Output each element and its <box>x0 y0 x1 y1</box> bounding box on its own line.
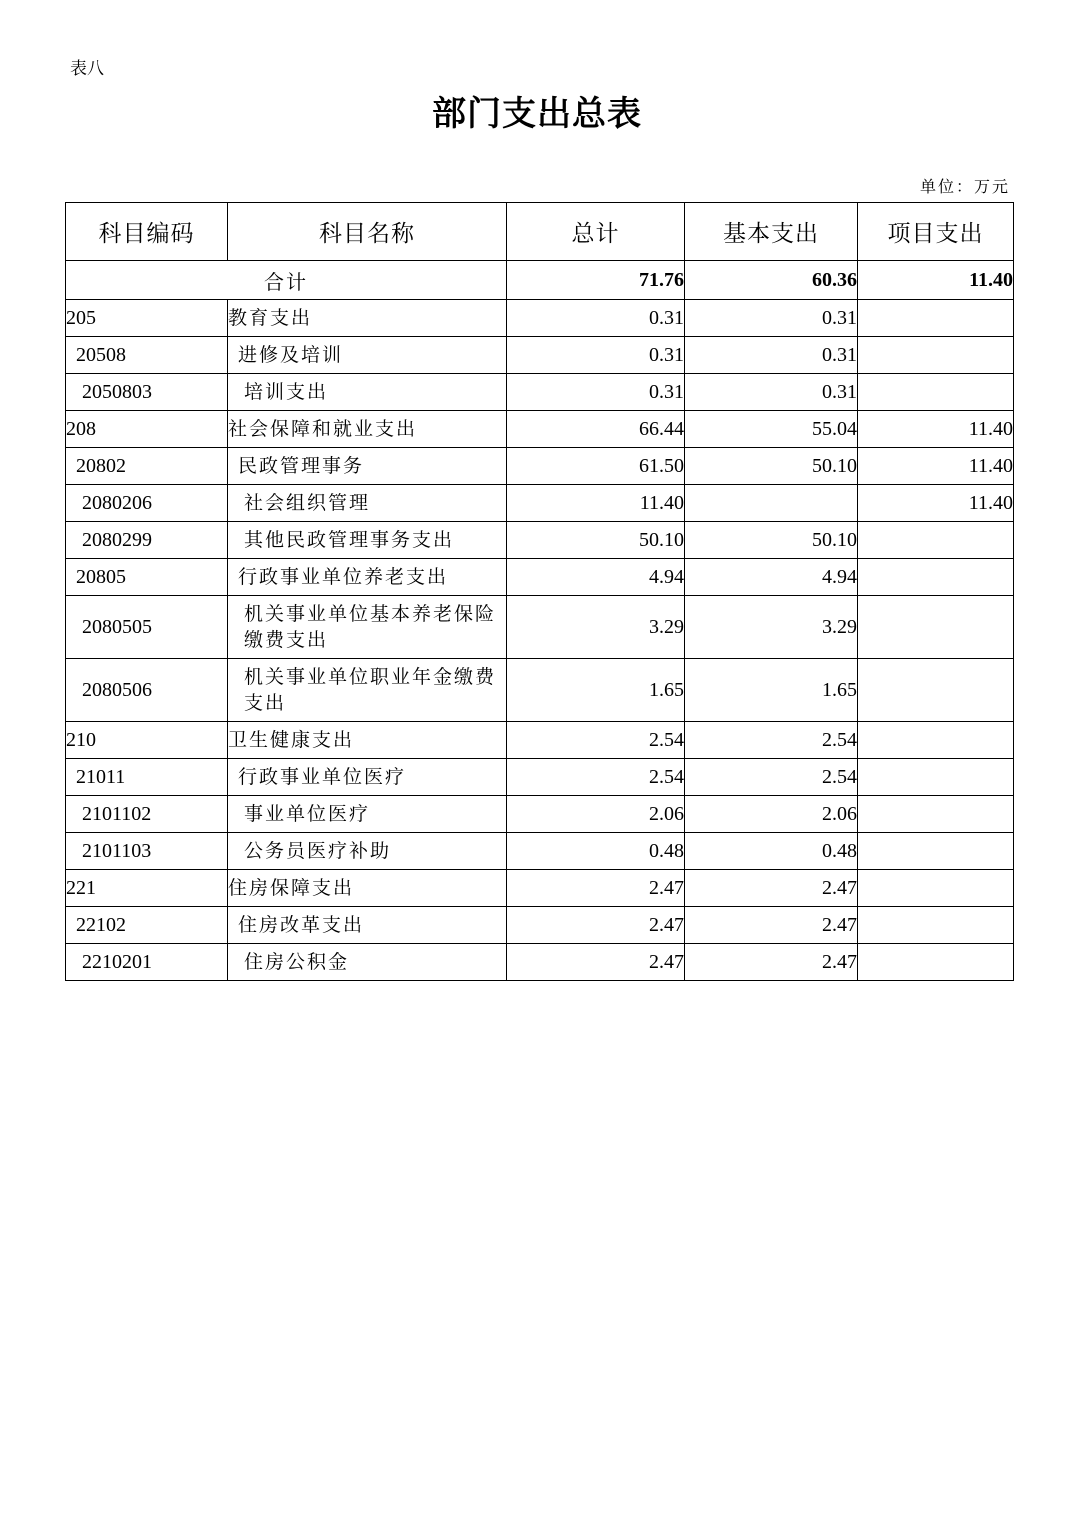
row-name: 社会保障和就业支出 <box>228 411 507 448</box>
row-basic: 2.54 <box>685 722 858 759</box>
table-row <box>66 448 1014 485</box>
row-basic: 50.10 <box>685 522 858 559</box>
row-total: 0.31 <box>507 300 685 337</box>
total-row <box>66 261 1014 300</box>
row-project <box>858 944 1014 981</box>
row-name: 民政管理事务 <box>228 448 507 485</box>
row-project: 11.40 <box>858 411 1014 448</box>
header-code: 科目编码 <box>66 203 228 261</box>
row-total: 2.47 <box>507 907 685 944</box>
row-basic: 0.31 <box>685 374 858 411</box>
table-row <box>66 833 1014 870</box>
header-name: 科目名称 <box>228 203 507 261</box>
row-name: 卫生健康支出 <box>228 722 507 759</box>
page-title: 部门支出总表 <box>432 94 642 134</box>
row-project <box>858 374 1014 411</box>
table-row <box>66 522 1014 559</box>
table-number: 表八 <box>70 59 104 79</box>
row-project <box>858 759 1014 796</box>
header-row <box>66 203 1014 261</box>
row-name: 住房保障支出 <box>228 870 507 907</box>
row-total: 61.50 <box>507 448 685 485</box>
row-total: 3.29 <box>507 596 685 659</box>
table-row <box>66 485 1014 522</box>
table-row <box>66 944 1014 981</box>
row-project <box>858 337 1014 374</box>
row-basic: 1.65 <box>685 659 858 722</box>
row-code: 221 <box>66 870 228 907</box>
header-total: 总计 <box>507 203 685 261</box>
row-code: 205 <box>66 300 228 337</box>
header-project: 项目支出 <box>858 203 1014 261</box>
row-project <box>858 870 1014 907</box>
total-label: 合计 <box>66 261 507 300</box>
row-basic: 3.29 <box>685 596 858 659</box>
row-code: 2101102 <box>66 796 228 833</box>
row-code: 2080206 <box>66 485 228 522</box>
row-total: 0.31 <box>507 337 685 374</box>
total-project: 11.40 <box>858 261 1014 300</box>
row-code: 20805 <box>66 559 228 596</box>
row-basic: 0.31 <box>685 300 858 337</box>
row-basic: 2.06 <box>685 796 858 833</box>
row-name: 住房公积金 <box>228 944 507 981</box>
row-code: 2080299 <box>66 522 228 559</box>
row-basic: 2.47 <box>685 907 858 944</box>
row-total: 4.94 <box>507 559 685 596</box>
row-name: 行政事业单位养老支出 <box>228 559 507 596</box>
row-basic <box>685 485 858 522</box>
total-basic: 60.36 <box>685 261 858 300</box>
row-project <box>858 596 1014 659</box>
table-row <box>66 870 1014 907</box>
row-total: 0.48 <box>507 833 685 870</box>
row-name: 住房改革支出 <box>228 907 507 944</box>
total-total: 71.76 <box>507 261 685 300</box>
row-project <box>858 559 1014 596</box>
row-project <box>858 796 1014 833</box>
row-name: 机关事业单位职业年金缴费支出 <box>228 659 507 722</box>
row-project: 11.40 <box>858 448 1014 485</box>
table-row <box>66 559 1014 596</box>
row-total: 2.54 <box>507 722 685 759</box>
row-code: 2080505 <box>66 596 228 659</box>
row-total: 0.31 <box>507 374 685 411</box>
unit-label: 单位：万元 <box>919 177 1010 196</box>
row-name: 进修及培训 <box>228 337 507 374</box>
table-row <box>66 300 1014 337</box>
row-basic: 0.48 <box>685 833 858 870</box>
row-basic: 55.04 <box>685 411 858 448</box>
table-row <box>66 722 1014 759</box>
row-basic: 2.47 <box>685 944 858 981</box>
row-basic: 2.47 <box>685 870 858 907</box>
table-row <box>66 374 1014 411</box>
row-code: 20802 <box>66 448 228 485</box>
row-total: 2.54 <box>507 759 685 796</box>
row-code: 20508 <box>66 337 228 374</box>
row-name: 社会组织管理 <box>228 485 507 522</box>
row-project: 11.40 <box>858 485 1014 522</box>
row-name: 教育支出 <box>228 300 507 337</box>
row-name: 事业单位医疗 <box>228 796 507 833</box>
row-name: 行政事业单位医疗 <box>228 759 507 796</box>
row-project <box>858 522 1014 559</box>
expenditure-table <box>65 202 1014 981</box>
row-name: 机关事业单位基本养老保险缴费支出 <box>228 596 507 659</box>
row-basic: 50.10 <box>685 448 858 485</box>
row-basic: 4.94 <box>685 559 858 596</box>
row-code: 210 <box>66 722 228 759</box>
row-project <box>858 722 1014 759</box>
row-project <box>858 300 1014 337</box>
row-project <box>858 659 1014 722</box>
row-project <box>858 833 1014 870</box>
row-basic: 0.31 <box>685 337 858 374</box>
row-code: 2210201 <box>66 944 228 981</box>
row-name: 其他民政管理事务支出 <box>228 522 507 559</box>
row-basic: 2.54 <box>685 759 858 796</box>
row-code: 22102 <box>66 907 228 944</box>
row-code: 2101103 <box>66 833 228 870</box>
table-row <box>66 596 1014 659</box>
row-total: 2.47 <box>507 944 685 981</box>
table-row <box>66 796 1014 833</box>
row-code: 2050803 <box>66 374 228 411</box>
row-total: 2.06 <box>507 796 685 833</box>
row-project <box>858 907 1014 944</box>
row-total: 50.10 <box>507 522 685 559</box>
table-row <box>66 759 1014 796</box>
row-code: 208 <box>66 411 228 448</box>
row-total: 66.44 <box>507 411 685 448</box>
row-total: 11.40 <box>507 485 685 522</box>
table-row <box>66 337 1014 374</box>
row-total: 2.47 <box>507 870 685 907</box>
row-total: 1.65 <box>507 659 685 722</box>
table-row <box>66 411 1014 448</box>
table-row <box>66 907 1014 944</box>
row-code: 2080506 <box>66 659 228 722</box>
table-row <box>66 659 1014 722</box>
row-name: 培训支出 <box>228 374 507 411</box>
header-basic: 基本支出 <box>685 203 858 261</box>
row-name: 公务员医疗补助 <box>228 833 507 870</box>
row-code: 21011 <box>66 759 228 796</box>
